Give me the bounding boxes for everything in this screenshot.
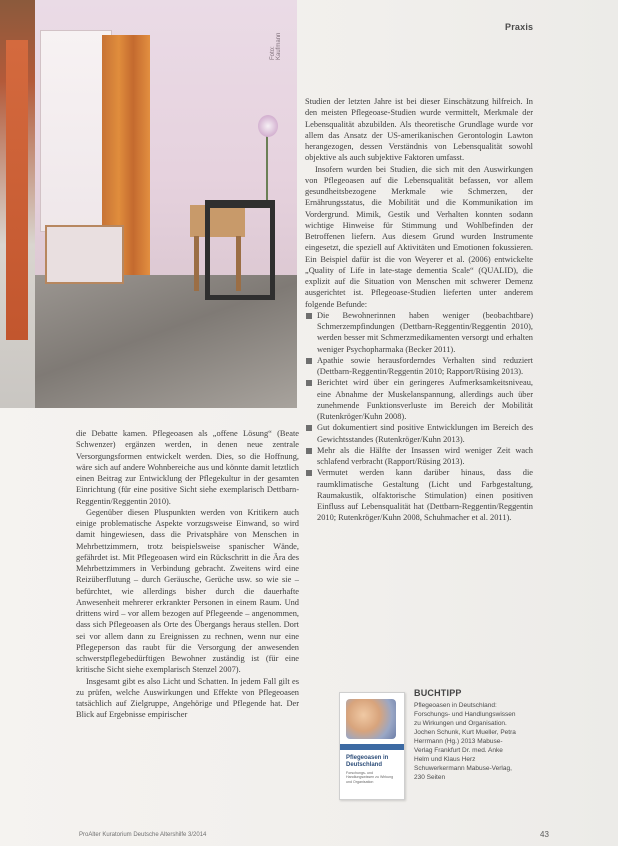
- table-leg: [194, 236, 199, 291]
- book-cover-title: Pflegeoasen in Deutschland: [346, 755, 389, 768]
- paragraph: die Debatte kamen. Pflegeoasen als „offene Lösung“ (Beate Schwenzer) ergänzen werden, in denen neue zentrale Versorgungsformen entwickelt werden. Dies, so die Hoffnung, wäre sich auf andere Wohnbereiche aus und könnte damit letztlich einen Beitrag zur Entwicklung der Pflegekultur in der gesamten Einrichtung (für eine positive Sicht siehe exemplarisch Dettbarn-Reggentin/Reggentin 2010).: [76, 429, 299, 506]
- photo-left-edge: [0, 0, 35, 408]
- book-cover-band: [340, 744, 404, 750]
- findings-list: [305, 310, 533, 524]
- bed: [45, 225, 124, 284]
- book-tip-text: Pflegeoasen in Deutschland: Forschungs- und Handlungswissen zu Wirkungen und Organisation. Jochen Schunk, Kurt Mueller, Petra Herrmann (Hg.) 2013 Mabuse-Verlag Frankfurt Dr. med. Anke Helm und Klaus Herz Schuwerkermann Mabuse-Verlag, 230 Seiten: [414, 702, 516, 782]
- book-cover-image: [346, 699, 396, 739]
- paragraph: Insofern wurden bei Studien, die sich mit den Auswirkungen von Pflegeoasen auf die Lebensqualität befassen, vor allem gesundheitsbezogene Merkmale wie Schmerzen, der Ernährungsstatus, die Mobilität und die Kommunikation im Vordergrund. Mimik, Gestik und Verhalten konnten sodann wichtige Hinweise für Stimmung und Wohlbefinden der Betroffenen liefern. Aus diesem Grund wurden Instrumente eingesetzt, die speziell auf Aktivitäten und Emotionen fokussieren. Ein Beispiel dafür ist die von Weyerer et al. (2006) entwickelte „Quality of Life in late-stage dementia Scale“ (QUALID), die explizit auf die Situation von Menschen mit schwerer Demenz ausgerichtet ist. Pflegeoase-Studien lieferten unter anderem folgende Befunde:: [305, 164, 533, 309]
- book-tip-label: BUCHTIPP: [414, 688, 462, 698]
- right-text-column: [305, 96, 533, 636]
- photo-credit: Foto: Kaufmann: [270, 32, 282, 60]
- paragraph: Gegenüber diesen Pluspunkten werden von Kritikern auch einige problematische Aspekte vorzugsweise Einwand, so wird damit hingewiesen, dass die Privatsphäre von Menschen in Mehrbettzimmern, trotz beispielsweise spanischer Wände, gefährdet ist. Mit Pflegeoasen wird ein Rückschritt in die Ära des Mehrbettzimmers in Verbindung gebracht. Zweitens wird eine Reizüberflutung – durch Geräusche, Gerüche usw. so wie sie – befürchtet, wie allerdings bisher durch die dauerhafte Anwesenheit mehrerer erkrankter Personen in einem Raum. Und drittens wird – vor allem bezogen auf Pflegeende – angenommen, dass sich Pflegeoasen als Orte des Übergangs heraus stellen. Dort sei vor allem dann zu Ereignissen zu rechnen, wenn nur eine Pflegeperson das raubt für die Versorgung der anwesenden schwerstpflegebedürftigen Bewohner zuständig ist (für eine kritische Sicht siehe exemplarisch Stenzel 2007).: [76, 507, 299, 675]
- book-cover: [339, 692, 405, 800]
- list-item: Mehr als die Hälfte der Insassen wird weniger Zeit wach schlafend verbracht (Rapport/Rüsing 2013).: [305, 445, 533, 468]
- list-item: Berichtet wird über ein geringeres Aufmerksamkeitsniveau, eine Abnahme der Muskelanspannung, allerdings auch über zunehmende Funktionsverluste im Bereich der Mobilität (Rutenkröger/Kuhn 2008).: [305, 377, 533, 422]
- paragraph: Insgesamt gibt es also Licht und Schatten. In jedem Fall gilt es zu prüfen, welche Auswirkungen und Effekte von Pflegeoasen tatsächlich auf Zielgruppe, Angehörige und Pflegende hat. Der Blick auf Ergebnisse empirischer: [76, 676, 299, 720]
- footer-publication: ProAlter Kuratorium Deutsche Altershilfe 3/2014: [79, 832, 207, 838]
- paragraph: Studien der letzten Jahre ist bei dieser Einschätzung hilfreich. In den meisten Pflegeoase-Studien wurde vermittelt, Merkmale der Lebensqualität abzubilden. Als theoretische Grundlage wurde vor allem das Ansatz der US-amerikanischen Gerontologin Lawton herangezogen, dessen Verständnis von Lebensqualität sowohl objektive als auch subjektive Faktoren umfasst.: [305, 97, 533, 163]
- list-item: Die Bewohnerinnen haben weniger (beobachtbare) Schmerzempfindungen (Dettbarn-Reggentin/Reggentin 2010), werden besser mit Schmerzmedikamenten versorgt und erhalten weniger Psychopharmaka (Becker 2011).: [305, 310, 533, 355]
- book-cover-subtitle: Forschungs- und Handlungswissen zu Wirkung und Organisation: [346, 771, 394, 784]
- book-tip-box: [339, 687, 516, 799]
- room-photo: [0, 0, 297, 408]
- orchid-flower: [258, 115, 278, 137]
- list-item: Vermutet werden kann darüber hinaus, dass die raumklimatische Gestaltung (Licht und Farbgestaltung, Raumakustik, olfaktorische Stimulation) einen positiven Einfluss auf Lebensqualität hat (Dettbarn-Reggentin/Reggentin 2010; Rutenkröger/Kuhn 2008, Schuhmacher et al. 2011).: [305, 467, 533, 523]
- list-item: Apathie sowie herausforderndes Verhalten sind reduziert (Dettbarn-Reggentin/Reggentin 2010; Rapport/Rüsing 2013).: [305, 355, 533, 378]
- section-label: Praxis: [505, 22, 534, 32]
- left-text-column: [76, 428, 299, 828]
- page-number: 43: [540, 830, 549, 839]
- chair: [205, 200, 275, 300]
- orchid-stem: [266, 135, 268, 205]
- list-item: Gut dokumentiert sind positive Entwicklungen im Bereich des Gewichtsstandes (Rutenkröger/Kuhn 2013).: [305, 422, 533, 445]
